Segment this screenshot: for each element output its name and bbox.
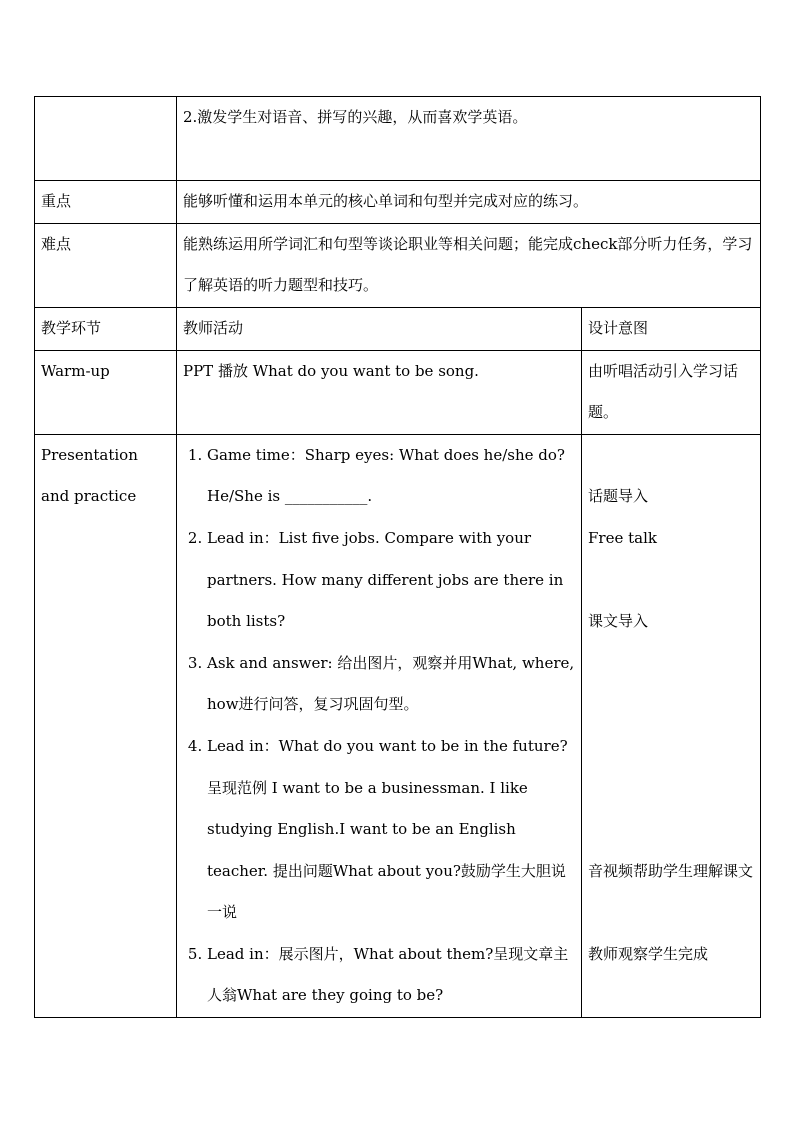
presentation-stage-line2: and practice bbox=[41, 487, 137, 506]
objective-text: 2.激发学生对语音、拼写的兴趣，从而喜欢学英语。 bbox=[183, 108, 528, 126]
activity-step-2: 2. Lead in：List five jobs. Compare with your partners. How many different jobs are there in both lists? bbox=[207, 518, 575, 643]
intent-observe: 教师观察学生完成 bbox=[588, 944, 709, 963]
warmup-intent: 由听唱活动引入学习话题。 bbox=[582, 350, 761, 434]
lesson-plan-table bbox=[34, 96, 761, 1018]
header-stage: 教学环节 bbox=[35, 307, 177, 350]
key-points-label: 重点 bbox=[35, 181, 177, 224]
activity-steps-list bbox=[183, 435, 575, 1017]
presentation-intent-cell bbox=[582, 434, 761, 1017]
activity-step-5: 5. Lead in：展示图片，What about them?呈现文章主人翁What are they going to be? bbox=[207, 934, 575, 1017]
activity-step-1: 1. Game time：Sharp eyes: What does he/she do?He/She is ___________. bbox=[207, 435, 575, 518]
presentation-stage-line1: Presentation bbox=[41, 445, 138, 464]
objective-stage-cell bbox=[35, 97, 177, 181]
presentation-stage-cell bbox=[35, 434, 177, 1017]
objective-text-cell bbox=[177, 97, 761, 181]
warmup-row bbox=[35, 350, 761, 434]
key-points-row bbox=[35, 181, 761, 224]
intent-free-talk: Free talk bbox=[588, 528, 657, 547]
difficulties-text: 能熟练运用所学词汇和句型等谈论职业等相关问题；能完成check部分听力任务，学习了解英语的听力题型和技巧。 bbox=[177, 223, 761, 307]
difficulties-row bbox=[35, 223, 761, 307]
warmup-activity-cell bbox=[177, 350, 582, 434]
objective-continuation-row bbox=[35, 97, 761, 181]
intent-av-help: 音视频帮助学生理解课文 bbox=[588, 861, 754, 880]
key-points-text: 能够听懂和运用本单元的核心单词和句型并完成对应的练习。 bbox=[177, 181, 761, 224]
presentation-activity-cell bbox=[177, 434, 582, 1017]
difficulties-label: 难点 bbox=[35, 223, 177, 307]
activity-step-3: 3. Ask and answer: 给出图片，观察并用What, where, how进行问答，复习巩固句型。 bbox=[207, 643, 575, 726]
activity-step-4: 4. Lead in：What do you want to be in the future?呈现范例 I want to be a businessman. I like studying English.I want to be an English teacher. 提出问题What about you?鼓励学生大胆说一说 bbox=[207, 726, 575, 934]
presentation-row bbox=[35, 434, 761, 1017]
warmup-activity: PPT 播放 What do you want to be song. bbox=[183, 361, 479, 380]
intent-topic-intro: 话题导入 bbox=[588, 487, 649, 506]
header-intent: 设计意图 bbox=[582, 307, 761, 350]
warmup-stage: Warm-up bbox=[35, 350, 177, 434]
header-activity: 教师活动 bbox=[177, 307, 582, 350]
intent-text-intro: 课文导入 bbox=[588, 612, 649, 631]
header-row bbox=[35, 307, 761, 350]
